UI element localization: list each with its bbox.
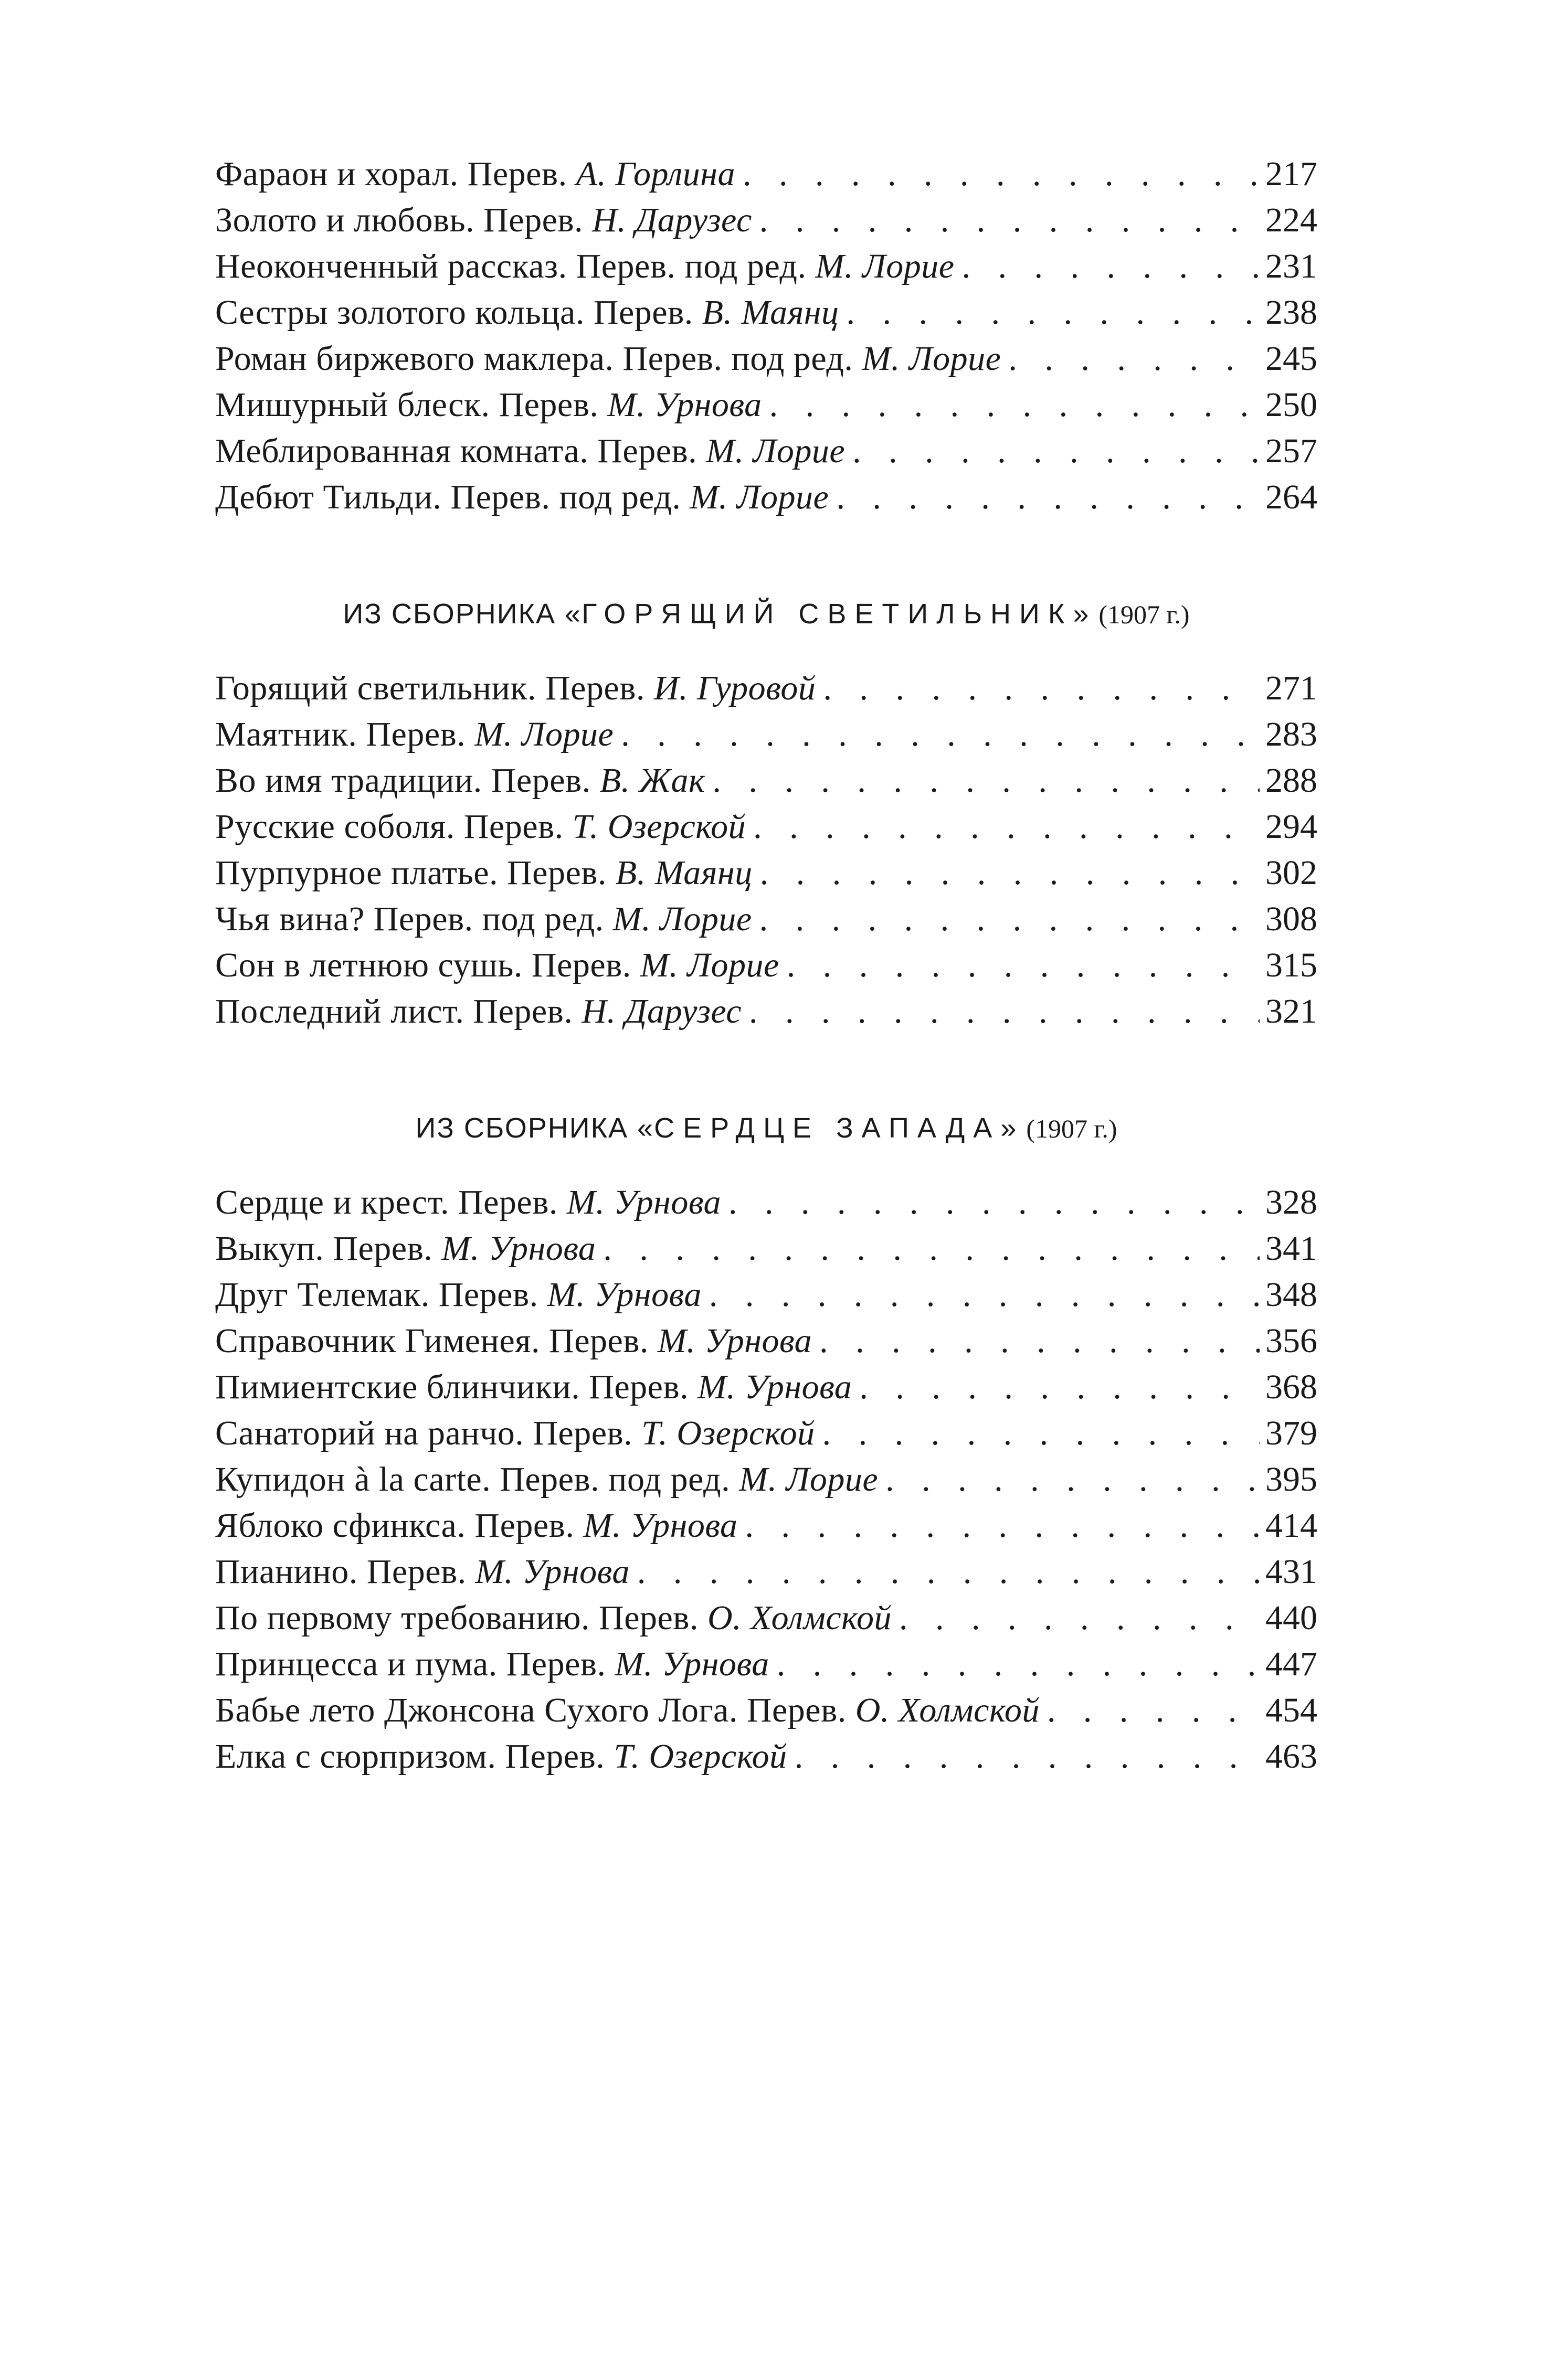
dot-leader — [742, 989, 1260, 1035]
entry-page-number: 379 — [1265, 1414, 1317, 1452]
entry-title: Золото и любовь. Перев. — [215, 201, 584, 239]
entry-title: Сердце и крест. Перев. — [215, 1183, 558, 1221]
entry-translator: В. Жак — [599, 761, 705, 800]
entry-page-number: 245 — [1265, 339, 1317, 378]
dot-leader — [738, 1503, 1260, 1549]
entry-title: Яблоко сфинкса. Перев. — [215, 1506, 575, 1545]
dot-leader — [845, 428, 1260, 474]
entry-page-number: 264 — [1265, 478, 1317, 516]
entry-page-number: 447 — [1265, 1645, 1317, 1683]
dot-leader — [779, 942, 1260, 989]
toc-entry — [215, 382, 1317, 428]
entry-translator: М. Лорие — [706, 432, 846, 470]
entry-translator: М. Лорие — [474, 715, 614, 753]
entry-page-number: 271 — [1265, 669, 1317, 707]
dot-leader — [705, 758, 1260, 804]
entry-page-number: 328 — [1265, 1183, 1317, 1221]
toc-entry — [215, 1410, 1317, 1457]
entry-translator: Т. Озерской — [572, 808, 746, 846]
dot-leader — [815, 1410, 1260, 1457]
entry-title: Принцесса и пума. Перев. — [215, 1645, 606, 1683]
entry-page-number: 238 — [1265, 293, 1317, 332]
entry-title: Пианино. Перев. — [215, 1553, 467, 1591]
entry-translator: М. Урнова — [583, 1506, 738, 1545]
toc-entry — [215, 1318, 1317, 1364]
entry-page-number: 414 — [1265, 1506, 1317, 1545]
entry-title: Неоконченный рассказ. Перев. под ред. — [215, 247, 807, 285]
dot-leader — [753, 850, 1260, 896]
entry-page-number: 308 — [1265, 900, 1317, 938]
dot-leader — [752, 896, 1260, 942]
entry-translator: М. Урнова — [697, 1368, 852, 1406]
toc-entry — [215, 1364, 1317, 1410]
toc-entry — [215, 896, 1317, 942]
entry-translator: В. Маянц — [615, 854, 753, 892]
dot-leader — [702, 1272, 1260, 1318]
entry-translator: М. Лорие — [815, 247, 955, 285]
dot-leader — [596, 1226, 1260, 1272]
toc-entry — [215, 197, 1317, 243]
entry-page-number: 231 — [1265, 247, 1317, 285]
entry-translator: М. Урнова — [566, 1183, 722, 1221]
entry-translator: М. Лорие — [862, 339, 1001, 378]
entry-title: Купидон à la carte. Перев. под ред. — [215, 1460, 731, 1499]
entry-title: Маятник. Перев. — [215, 715, 466, 753]
entry-translator: О. Холмской — [855, 1691, 1040, 1729]
dot-leader — [787, 1734, 1260, 1780]
entry-page-number: 257 — [1265, 432, 1317, 470]
entry-translator: М. Урнова — [441, 1229, 596, 1268]
entry-title: Чья вина? Перев. под ред. — [215, 900, 604, 938]
entry-translator: М. Лорие — [739, 1460, 879, 1499]
entry-page-number: 288 — [1265, 761, 1317, 800]
entry-title: Фараон и хорал. Перев. — [215, 155, 567, 193]
toc-entry — [215, 474, 1317, 520]
collection-year: (1907 г.) — [1098, 600, 1190, 629]
toc-group-heart-of-the-west — [215, 1180, 1317, 1780]
entry-title: Выкуп. Перев. — [215, 1229, 433, 1268]
toc-entry — [215, 665, 1317, 711]
entry-page-number: 302 — [1265, 854, 1317, 892]
dot-leader — [892, 1595, 1260, 1641]
entry-title: Последний лист. Перев. — [215, 992, 573, 1030]
entry-page-number: 431 — [1265, 1553, 1317, 1591]
dot-leader — [878, 1457, 1260, 1503]
entry-translator: В. Маянц — [702, 293, 839, 332]
entry-translator: М. Урнова — [547, 1276, 702, 1314]
entry-title: Бабье лето Джонсона Сухого Лога. Перев. — [215, 1691, 847, 1729]
toc-entry — [215, 711, 1317, 758]
entry-page-number: 356 — [1265, 1322, 1317, 1360]
entry-title: Русские соболя. Перев. — [215, 808, 564, 846]
entry-page-number: 224 — [1265, 201, 1317, 239]
toc-entry — [215, 1503, 1317, 1549]
dot-leader — [614, 711, 1260, 758]
collection-year: (1907 г.) — [1026, 1114, 1117, 1143]
collection-name: СЕРДЦЕ ЗАПАДА — [654, 1112, 1001, 1144]
entry-page-number: 348 — [1265, 1276, 1317, 1314]
toc-entry — [215, 1272, 1317, 1318]
entry-page-number: 454 — [1265, 1691, 1317, 1729]
dot-leader — [752, 197, 1260, 243]
toc-entry — [215, 290, 1317, 336]
entry-title: Дебют Тильди. Перев. под ред. — [215, 478, 681, 516]
entry-translator: М. Лорие — [640, 946, 779, 984]
dot-leader — [735, 151, 1260, 197]
entry-translator: М. Лорие — [612, 900, 752, 938]
entry-title: Справочник Гименея. Перев. — [215, 1322, 649, 1360]
toc-entry — [215, 804, 1317, 850]
entry-title: Во имя традиции. Перев. — [215, 761, 591, 800]
entry-page-number: 395 — [1265, 1460, 1317, 1499]
entry-translator: Н. Дарузес — [592, 201, 752, 239]
dot-leader — [1001, 336, 1260, 382]
toc-entry — [215, 1549, 1317, 1595]
entry-translator: Т. Озерской — [614, 1737, 787, 1776]
entry-translator: М. Урнова — [657, 1322, 812, 1360]
entry-title: Пурпурное платье. Перев. — [215, 854, 607, 892]
entry-title: Сестры золотого кольца. Перев. — [215, 293, 693, 332]
entry-title: Елка с сюрпризом. Перев. — [215, 1737, 605, 1776]
dot-leader — [630, 1549, 1260, 1595]
entry-title: Друг Телемак. Перев. — [215, 1276, 538, 1314]
dot-leader — [746, 804, 1260, 850]
collection-name: ГОРЯЩИЙ СВЕТИЛЬНИК — [582, 598, 1073, 630]
contents-page — [215, 151, 1317, 1780]
dot-leader — [852, 1364, 1260, 1410]
toc-entry — [215, 1180, 1317, 1226]
toc-entry — [215, 336, 1317, 382]
dot-leader — [769, 1641, 1260, 1687]
entry-translator: М. Урнова — [615, 1645, 769, 1683]
entry-translator: О. Холмской — [707, 1599, 892, 1637]
dot-leader — [812, 1318, 1260, 1364]
toc-entry — [215, 1226, 1317, 1272]
toc-entry — [215, 758, 1317, 804]
dot-leader — [829, 474, 1260, 520]
entry-title: Пимиентские блинчики. Перев. — [215, 1368, 689, 1406]
toc-entry — [215, 1687, 1317, 1734]
entry-translator: А. Горлина — [576, 155, 736, 193]
entry-page-number: 321 — [1265, 992, 1317, 1030]
entry-page-number: 440 — [1265, 1599, 1317, 1637]
entry-translator: М. Лорие — [690, 478, 829, 516]
toc-entry — [215, 1595, 1317, 1641]
entry-translator: Н. Дарузес — [582, 992, 742, 1030]
entry-title: Мишурный блеск. Перев. — [215, 386, 599, 424]
entry-page-number: 315 — [1265, 946, 1317, 984]
toc-entry — [215, 243, 1317, 290]
entry-page-number: 294 — [1265, 808, 1317, 846]
toc-group-burning-lamp — [215, 665, 1317, 1035]
toc-entry — [215, 942, 1317, 989]
entry-page-number: 463 — [1265, 1737, 1317, 1776]
dot-leader — [1040, 1687, 1260, 1734]
entry-page-number: 217 — [1265, 155, 1317, 193]
entry-translator: М. Урнова — [475, 1553, 630, 1591]
entry-title: Санаторий на ранчо. Перев. — [215, 1414, 633, 1452]
dot-leader — [721, 1180, 1260, 1226]
toc-entry — [215, 1457, 1317, 1503]
toc-entry — [215, 989, 1317, 1035]
section-heading: ИЗ СБОРНИКА «ГОРЯЩИЙ СВЕТИЛЬНИК» (1907 г.) — [343, 598, 1190, 630]
entry-translator: Т. Озерской — [641, 1414, 815, 1452]
entry-page-number: 368 — [1265, 1368, 1317, 1406]
dot-leader — [816, 665, 1260, 711]
entry-translator: М. Урнова — [607, 386, 762, 424]
entry-title: Сон в летнюю сушь. Перев. — [215, 946, 631, 984]
toc-entry — [215, 1641, 1317, 1687]
toc-entry — [215, 1734, 1317, 1780]
dot-leader — [955, 243, 1260, 290]
dot-leader — [762, 382, 1260, 428]
section-heading: ИЗ СБОРНИКА «СЕРДЦЕ ЗАПАДА» (1907 г.) — [415, 1112, 1117, 1144]
entry-page-number: 283 — [1265, 715, 1317, 753]
entry-page-number: 250 — [1265, 386, 1317, 424]
toc-entry — [215, 850, 1317, 896]
entry-translator: И. Гуровой — [653, 669, 816, 707]
entry-title: Горящий светильник. Перев. — [215, 669, 645, 707]
entry-title: Меблированная комната. Перев. — [215, 432, 697, 470]
toc-entry — [215, 428, 1317, 474]
entry-title: Роман биржевого маклера. Перев. под ред. — [215, 339, 853, 378]
entry-title: По первому требованию. Перев. — [215, 1599, 699, 1637]
dot-leader — [839, 290, 1260, 336]
entry-page-number: 341 — [1265, 1229, 1317, 1268]
toc-group-continued — [215, 151, 1317, 520]
toc-entry — [215, 151, 1317, 197]
